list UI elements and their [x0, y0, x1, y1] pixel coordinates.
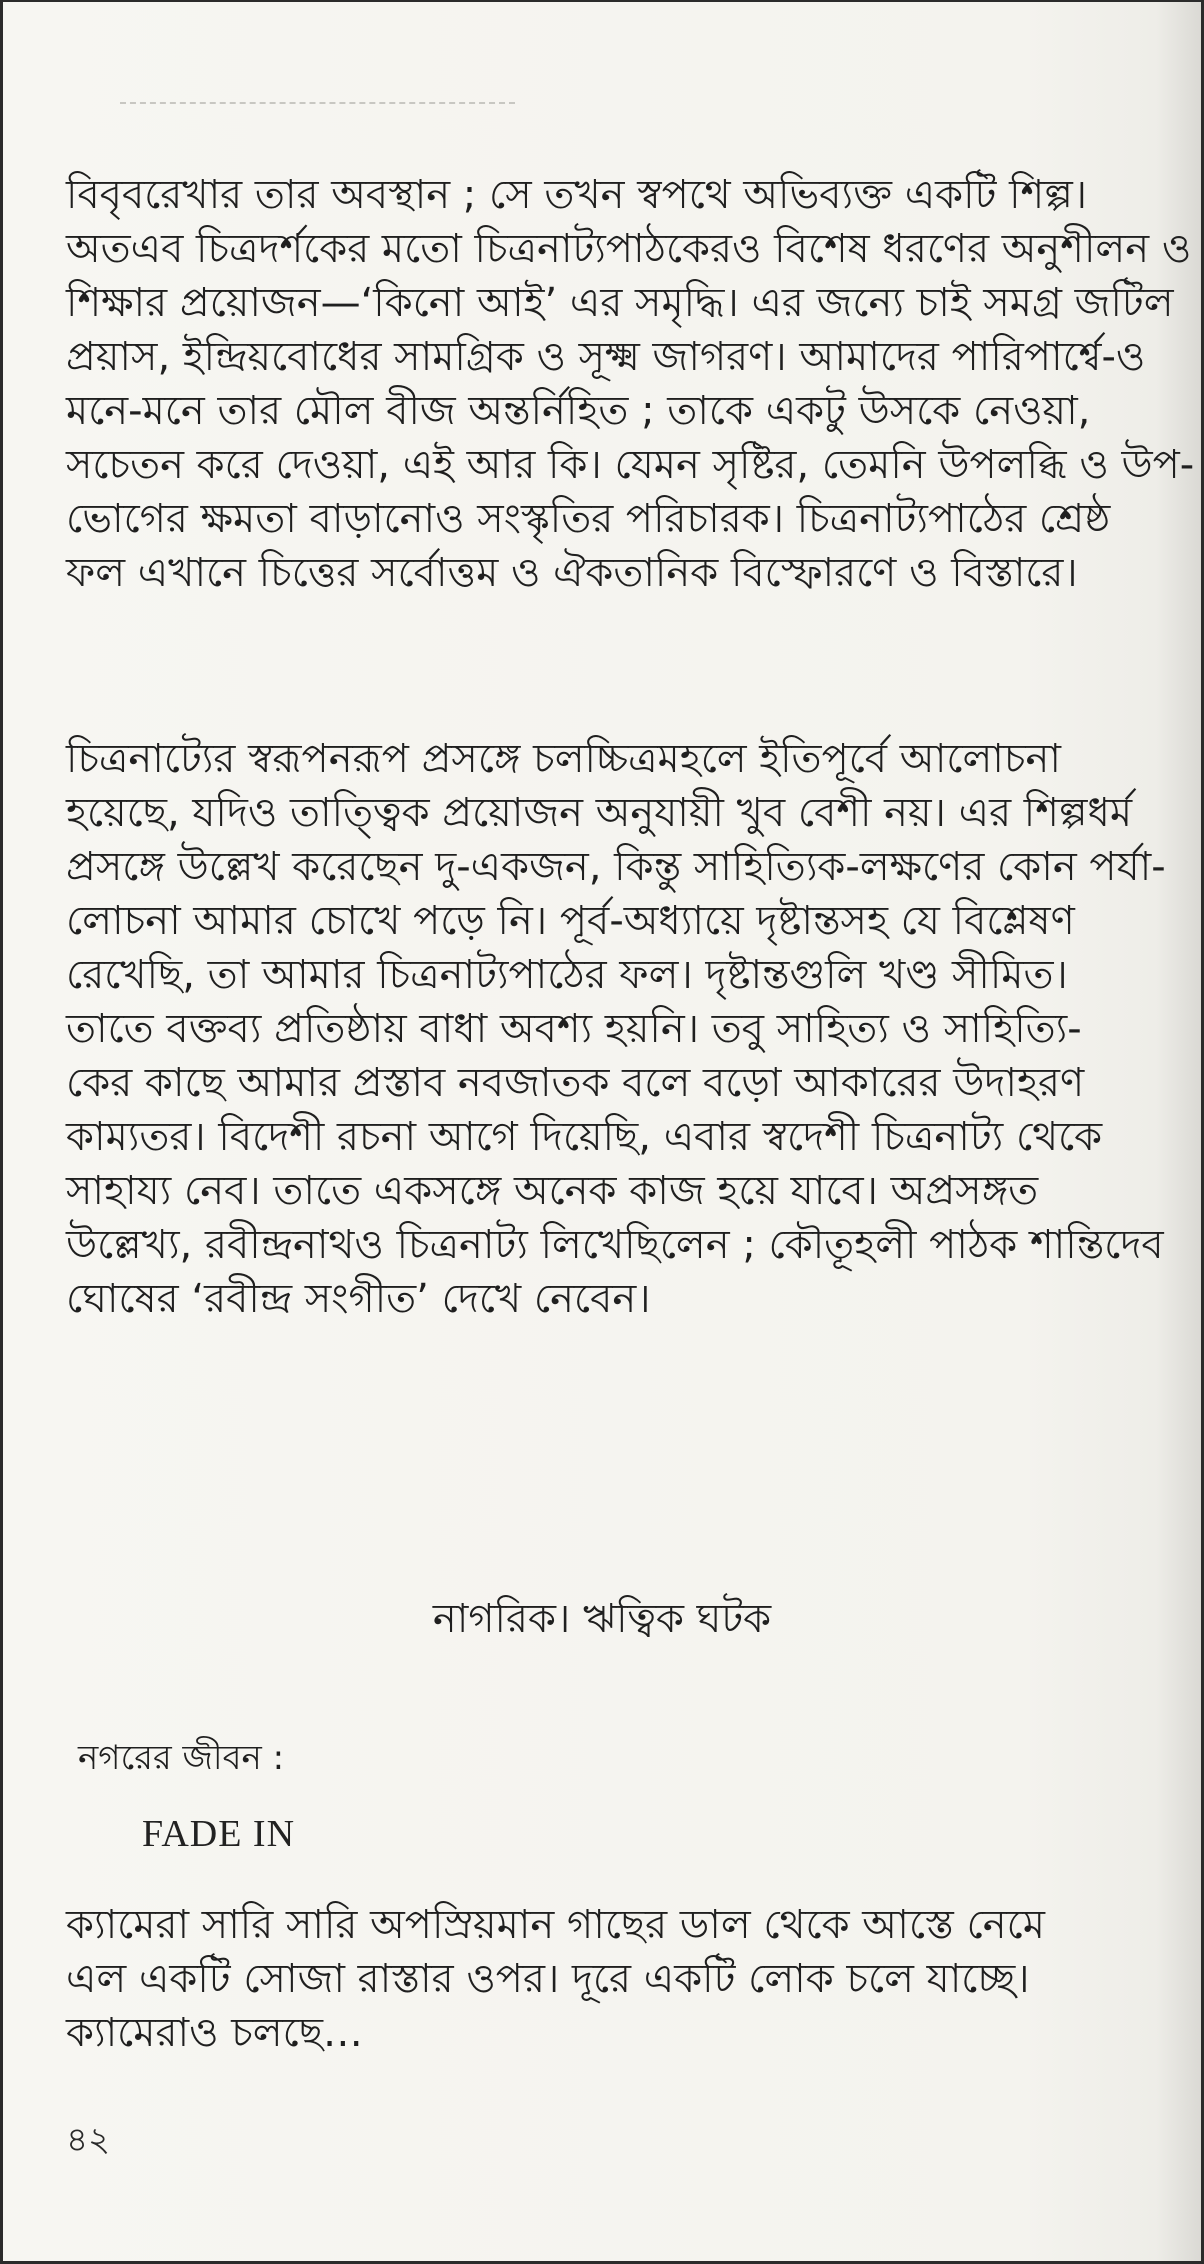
- fade-in-direction: FADE IN: [142, 1813, 296, 1855]
- top-paragraph-line: অতএব চিত্রদর্শকের মতো চিত্রনাট্যপাঠকেরও বিশেষ ধরণের অনুশীলন ও: [66, 226, 1192, 272]
- scene-paragraph-line: ক্যামেরা সারি সারি অপস্রিয়মান গাছের ডাল থেকে আস্তে নেমে: [66, 1902, 1045, 1948]
- page-number: ৪২: [66, 2120, 111, 2160]
- scene-paragraph-line: ক্যামেরাও চলছে…: [66, 2010, 363, 2056]
- middle-paragraph-line: উল্লেখ্য, রবীন্দ্রনাথও চিত্রনাট্য লিখেছিলেন ; কৌতূহলী পাঠক শান্তিদেব: [66, 1222, 1164, 1268]
- top-paragraph-line: ফল এখানে চিত্তের সর্বোত্তম ও ঐকতানিক বিস্ফোরণে ও বিস্তারে।: [66, 550, 1078, 596]
- top-paragraph: [66, 168, 1204, 600]
- middle-paragraph-line: চিত্রনাট্যের স্বরূপনরূপ প্রসঙ্গে চলচ্চিত্রমহলে ইতিপূর্বে আলোচনা: [66, 736, 1061, 782]
- middle-paragraph-line: কের কাছে আমার প্রস্তাব নবজাতক বলে বড়ো আকারের উদাহরণ: [66, 1060, 1085, 1106]
- top-paragraph-line: ভোগের ক্ষমতা বাড়ানোও সংস্কৃতির পরিচারক। চিত্রনাট্যপাঠের শ্রেষ্ঠ: [66, 496, 1111, 542]
- middle-paragraph-line: লোচনা আমার চোখে পড়ে নি। পূর্ব-অধ্যায়ে দৃষ্টান্তসহ যে বিশ্লেষণ: [66, 898, 1075, 944]
- top-paragraph-line: সচেতন করে দেওয়া, এই আর কি। যেমন সৃষ্টির, তেমনি উপলব্ধি ও উপ-: [66, 442, 1195, 488]
- scene-paragraph: [66, 1898, 1204, 2060]
- middle-paragraph-line: হয়েছে, যদিও তাত্ত্বিক প্রয়োজন অনুযায়ী খুব বেশী নয়। এর শিল্পধর্ম: [66, 790, 1133, 836]
- middle-paragraph-line: প্রসঙ্গে উল্লেখ করেছেন দু-একজন, কিন্তু সাহিত্যিক-লক্ষণের কোন পর্যা-: [66, 844, 1166, 890]
- middle-paragraph-line: কাম্যতর। বিদেশী রচনা আগে দিয়েছি, এবার স্বদেশী চিত্রনাট্য থেকে: [66, 1114, 1103, 1160]
- section-title: নাগরিক। ঋত্বিক ঘটক: [432, 1596, 772, 1642]
- scene-paragraph-line: এল একটি সোজা রাস্তার ওপর। দূরে একটি লোক চলে যাচ্ছে।: [66, 1956, 1030, 2002]
- middle-paragraph-line: সাহায্য নেব। তাতে একসঙ্গে অনেক কাজ হয়ে যাবে। অপ্রসঙ্গত: [66, 1168, 1039, 1214]
- top-paragraph-line: প্রয়াস, ইন্দ্রিয়বোধের সামগ্রিক ও সূক্ষ্ম জাগরণ। আমাদের পারিপার্শ্বে-ও: [66, 334, 1146, 380]
- top-faint-rule: [120, 102, 515, 104]
- top-paragraph-line: মনে-মনে তার মৌল বীজ অন্তর্নিহিত ; তাকে একটু উসকে নেওয়া,: [66, 388, 1091, 434]
- middle-paragraph-line: তাতে বক্তব্য প্রতিষ্ঠায় বাধা অবশ্য হয়নি। তবু সাহিত্য ও সাহিত্যি-: [66, 1006, 1082, 1052]
- top-paragraph-line: বিবৃবরেখার তার অবস্থান ; সে তখন স্বপথে অভিব্যক্ত একটি শিল্প।: [66, 172, 1088, 218]
- scene-heading: নগরের জীবন :: [78, 1738, 285, 1778]
- middle-paragraph-line: রেখেছি, তা আমার চিত্রনাট্যপাঠের ফল। দৃষ্টান্তগুলি খণ্ড সীমিত।: [66, 952, 1068, 998]
- middle-paragraph-line: ঘোষের ‘রবীন্দ্র সংগীত’ দেখে নেবেন।: [66, 1276, 651, 1322]
- top-paragraph-line: শিক্ষার প্রয়োজন—‘কিনো আই’ এর সমৃদ্ধি। এর জন্যে চাই সমগ্র জটিল: [66, 280, 1174, 326]
- middle-paragraph: [66, 732, 1204, 1326]
